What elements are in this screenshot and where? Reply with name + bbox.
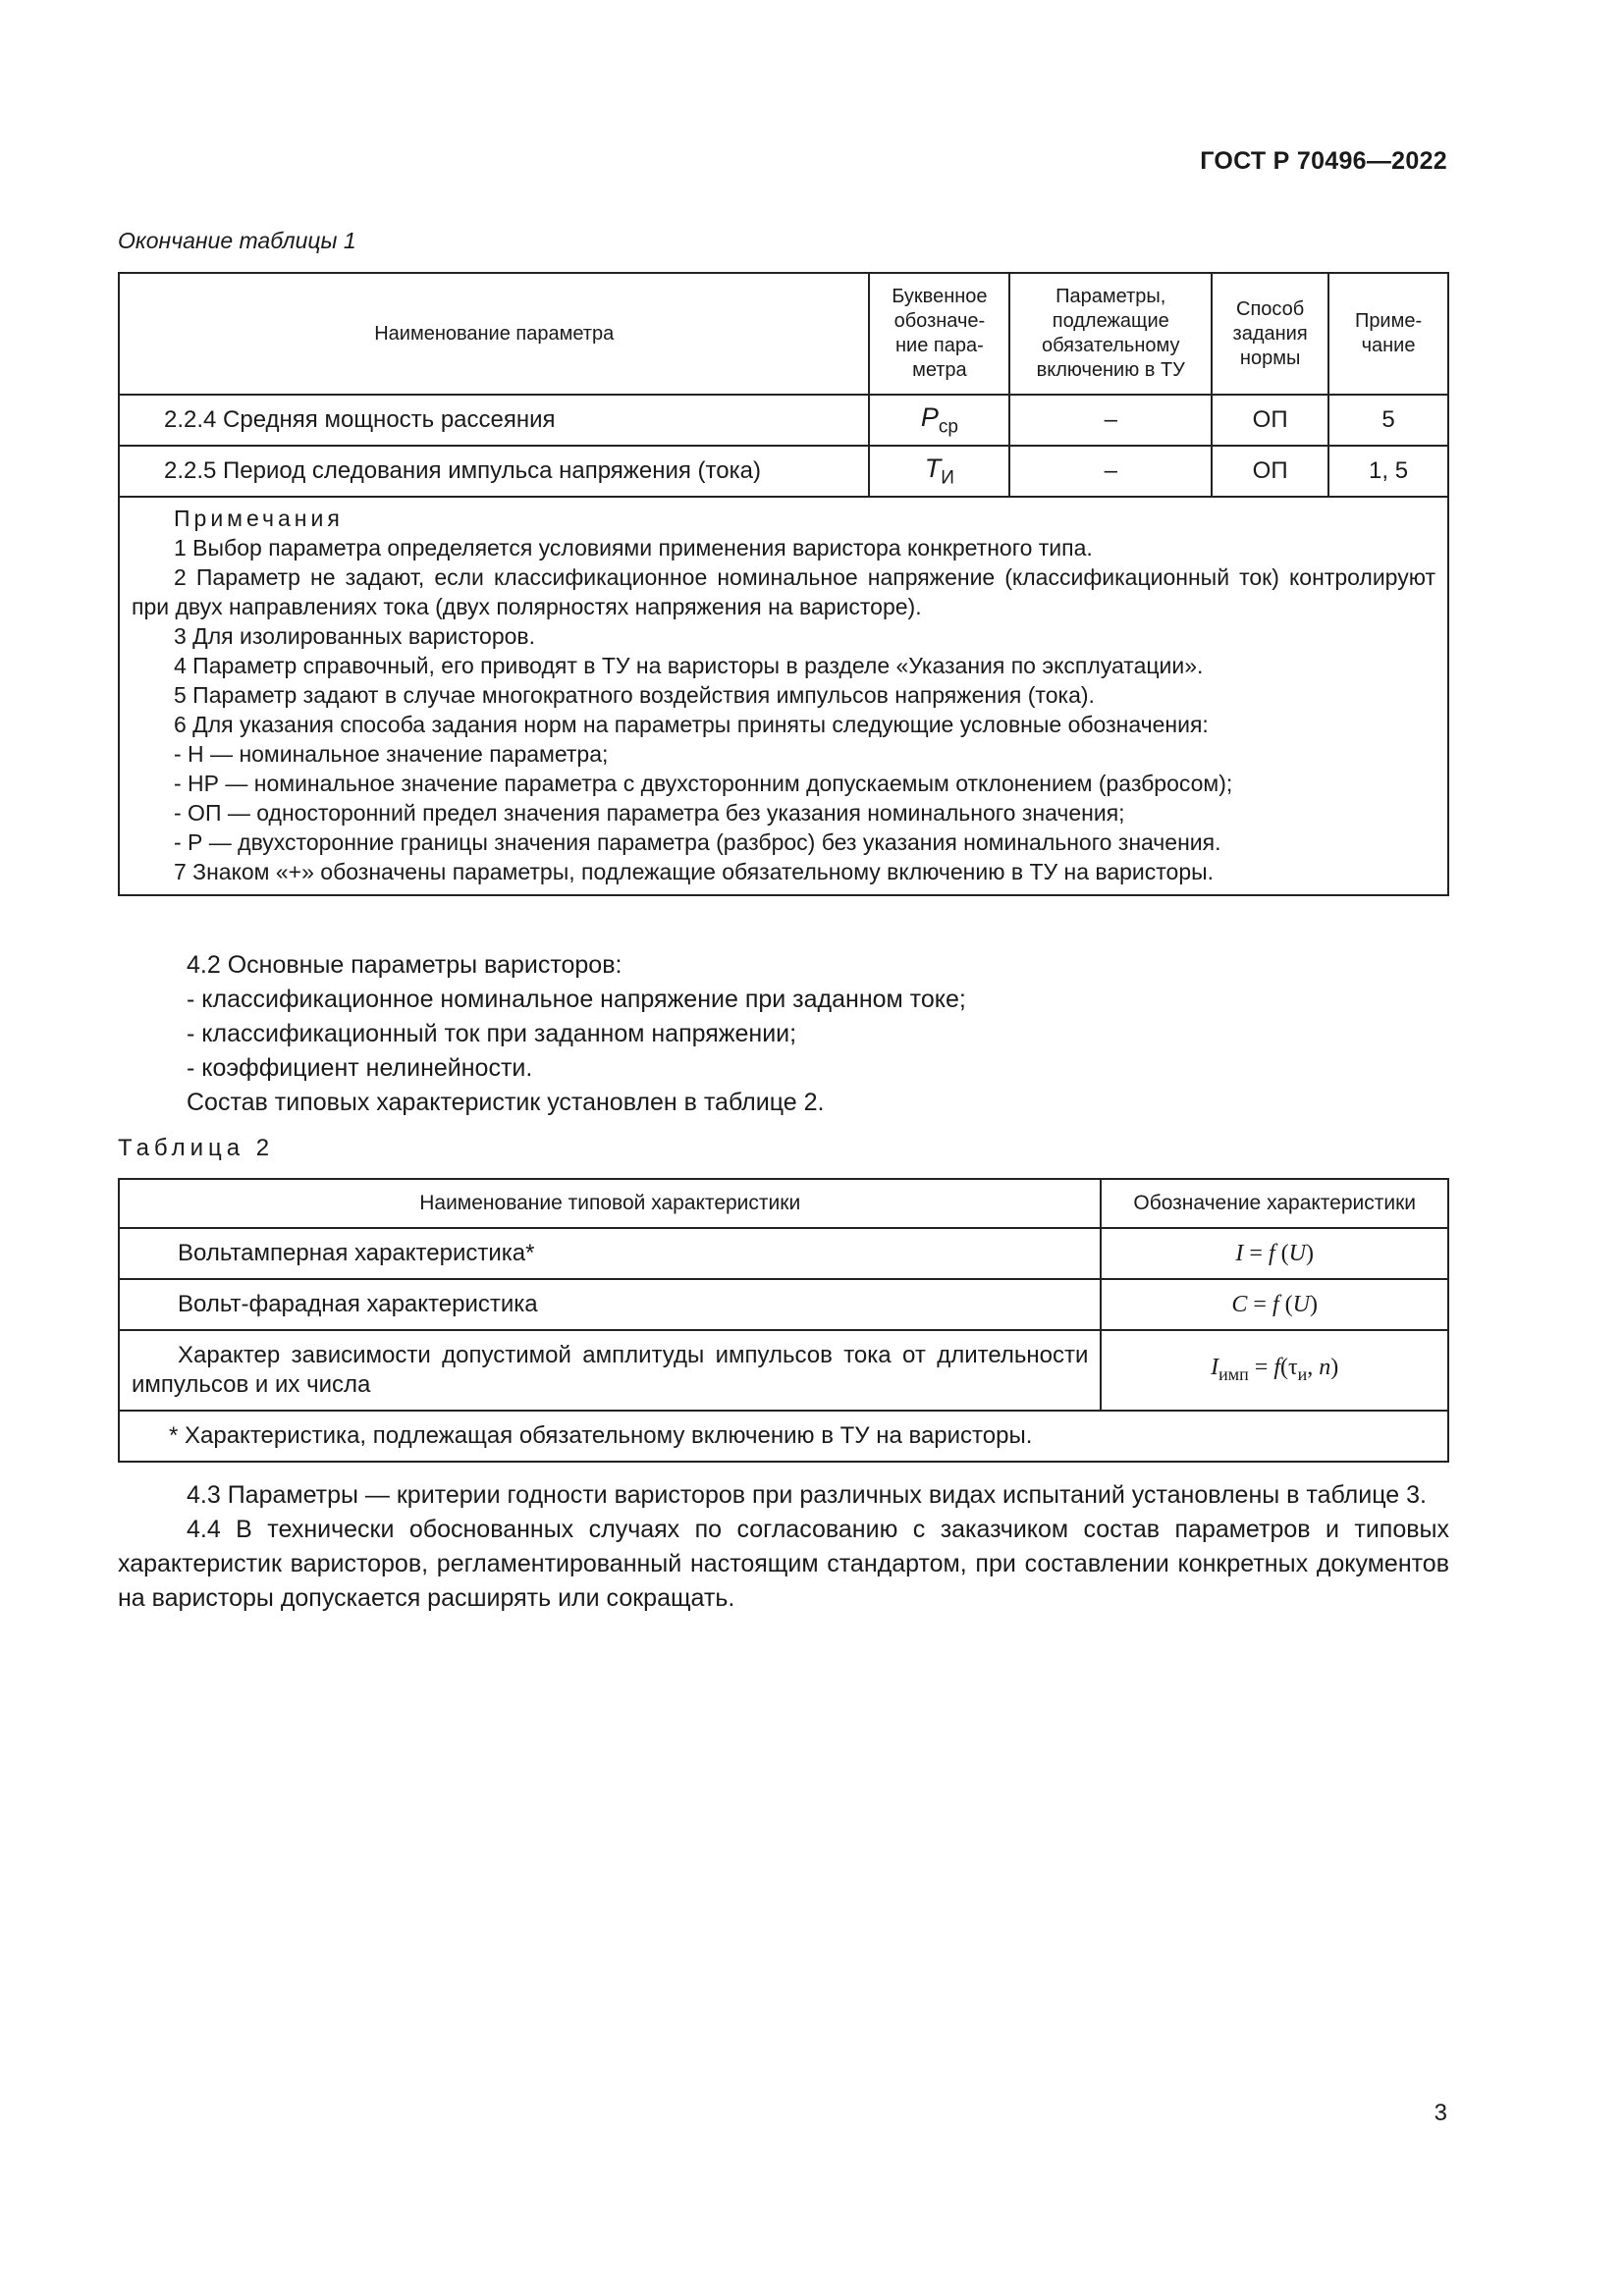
table-2 [118, 1178, 1449, 1463]
note-item: 4 Параметр справочный, его приводят в ТУ на варисторы в разделе «Указания по эксплуатации». [174, 653, 1204, 678]
section-4-3-4-4 [118, 1478, 1449, 1616]
table-row [119, 446, 1448, 497]
note-item: 6 Для указания способа задания норм на параметры приняты следующие условные обозначения: [174, 712, 1209, 737]
table-row [119, 1279, 1448, 1330]
table1-col-norm-method: Способ задания нормы [1212, 273, 1328, 395]
table2-label: Таблица 2 [118, 1135, 275, 1161]
table1-cell-note: 1, 5 [1328, 446, 1448, 497]
note-item: - НР — номинальное значение параметра с двухсторонним допускаемым отклонением (разбросом); [174, 771, 1233, 796]
table1-col-required-in-tu: Параметры, подлежащие обязательному включению в ТУ [1009, 273, 1212, 395]
table2-col-name: Наименование типовой характеристики [119, 1179, 1101, 1228]
table1-cell-method: ОП [1212, 446, 1328, 497]
note-item: 5 Параметр задают в случае многократного воздействия импульсов напряжения (тока). [174, 682, 1095, 708]
section-4-2 [118, 948, 1449, 1120]
table-1 [118, 272, 1449, 896]
table1-col-note: Приме- чание [1328, 273, 1448, 395]
table2-cell-name: Вольтамперная характеристика* [119, 1228, 1101, 1279]
note-item: - Н — номинальное значение параметра; [174, 741, 609, 767]
section-4-3: 4.3 Параметры — критерии годности варисторов при различных видах испытаний установлены в таблице 3. [187, 1481, 1427, 1509]
note-item: 7 Знаком «+» обозначены параметры, подлежащие обязательному включению в ТУ на варисторы. [174, 859, 1215, 884]
table1-cell-method: ОП [1212, 395, 1328, 446]
note-item: 2 Параметр не задают, если классификационное номинальное напряжение (классификационный ток) контролируют при двух направлениях тока (двух полярностях напряжения на варисторе). [132, 564, 1435, 619]
section-4-4: 4.4 В технически обоснованных случаях по согласованию с заказчиком состав параметров и типовых характеристик варисторов, регламентированный настоящим стандартом, при составлении конкретных документов на варисторы допускается расширять или сокращать. [118, 1516, 1449, 1612]
section-4-2-outro: Состав типовых характеристик установлен в таблице 2. [187, 1089, 825, 1116]
table2-header-row [119, 1179, 1448, 1228]
notes-title: Примечания [174, 506, 344, 531]
table1-cell-name: 2.2.4 Средняя мощность рассеяния [119, 395, 869, 446]
note-item: 3 Для изолированных варисторов. [174, 623, 536, 649]
note-item: 1 Выбор параметра определяется условиями применения варистора конкретного типа. [174, 535, 1093, 561]
table2-cell-designation: I = f (U) [1101, 1228, 1448, 1279]
table1-col-parameter-name: Наименование параметра [119, 273, 869, 395]
table1-cell-required: – [1009, 395, 1212, 446]
note-item: - Р — двухсторонние границы значения параметра (разброс) без указания номинального значения. [174, 829, 1221, 855]
section-4-2-item: - классификационный ток при заданном напряжении; [187, 1020, 797, 1047]
document-id-header: ГОСТ Р 70496—2022 [1200, 147, 1447, 175]
table-row [119, 1228, 1448, 1279]
table1-notes-row [119, 497, 1448, 895]
table2-col-designation: Обозначение характеристики [1101, 1179, 1448, 1228]
section-4-2-intro: 4.2 Основные параметры варисторов: [187, 951, 623, 979]
table1-cell-note: 5 [1328, 395, 1448, 446]
table1-cell-name: 2.2.5 Период следования импульса напряжения (тока) [119, 446, 869, 497]
table-row [119, 1330, 1448, 1411]
table1-col-symbol: Буквенное обозначе- ние пара- метра [869, 273, 1009, 395]
table2-cell-designation: $I_{имп} = f(\tau_и$, n) [1101, 1330, 1448, 1411]
table2-footnote-row [119, 1411, 1448, 1462]
table1-notes [119, 497, 1448, 895]
table1-cell-symbol: $T_И$ [869, 446, 1009, 497]
section-4-2-item: - коэффициент нелинейности. [187, 1054, 533, 1082]
table2-cell-name: Вольт-фарадная характеристика [119, 1279, 1101, 1330]
table1-cell-symbol: $P_{ср}$ [869, 395, 1009, 446]
table2-cell-designation: C = f (U) [1101, 1279, 1448, 1330]
table-row [119, 395, 1448, 446]
page-number: 3 [1434, 2100, 1447, 2126]
table2-footnote: * Характеристика, подлежащая обязательному включению в ТУ на варисторы. [119, 1411, 1448, 1462]
section-4-2-item: - классификационное номинальное напряжение при заданном токе; [187, 986, 966, 1013]
table1-continuation-caption: Окончание таблицы 1 [118, 228, 356, 253]
table1-cell-required: – [1009, 446, 1212, 497]
table1-header-row [119, 273, 1448, 395]
table2-cell-name: Характер зависимости допустимой амплитуды импульсов тока от длительности импульсов и их числа [119, 1330, 1101, 1411]
note-item: - ОП — односторонний предел значения параметра без указания номинального значения; [174, 800, 1125, 826]
